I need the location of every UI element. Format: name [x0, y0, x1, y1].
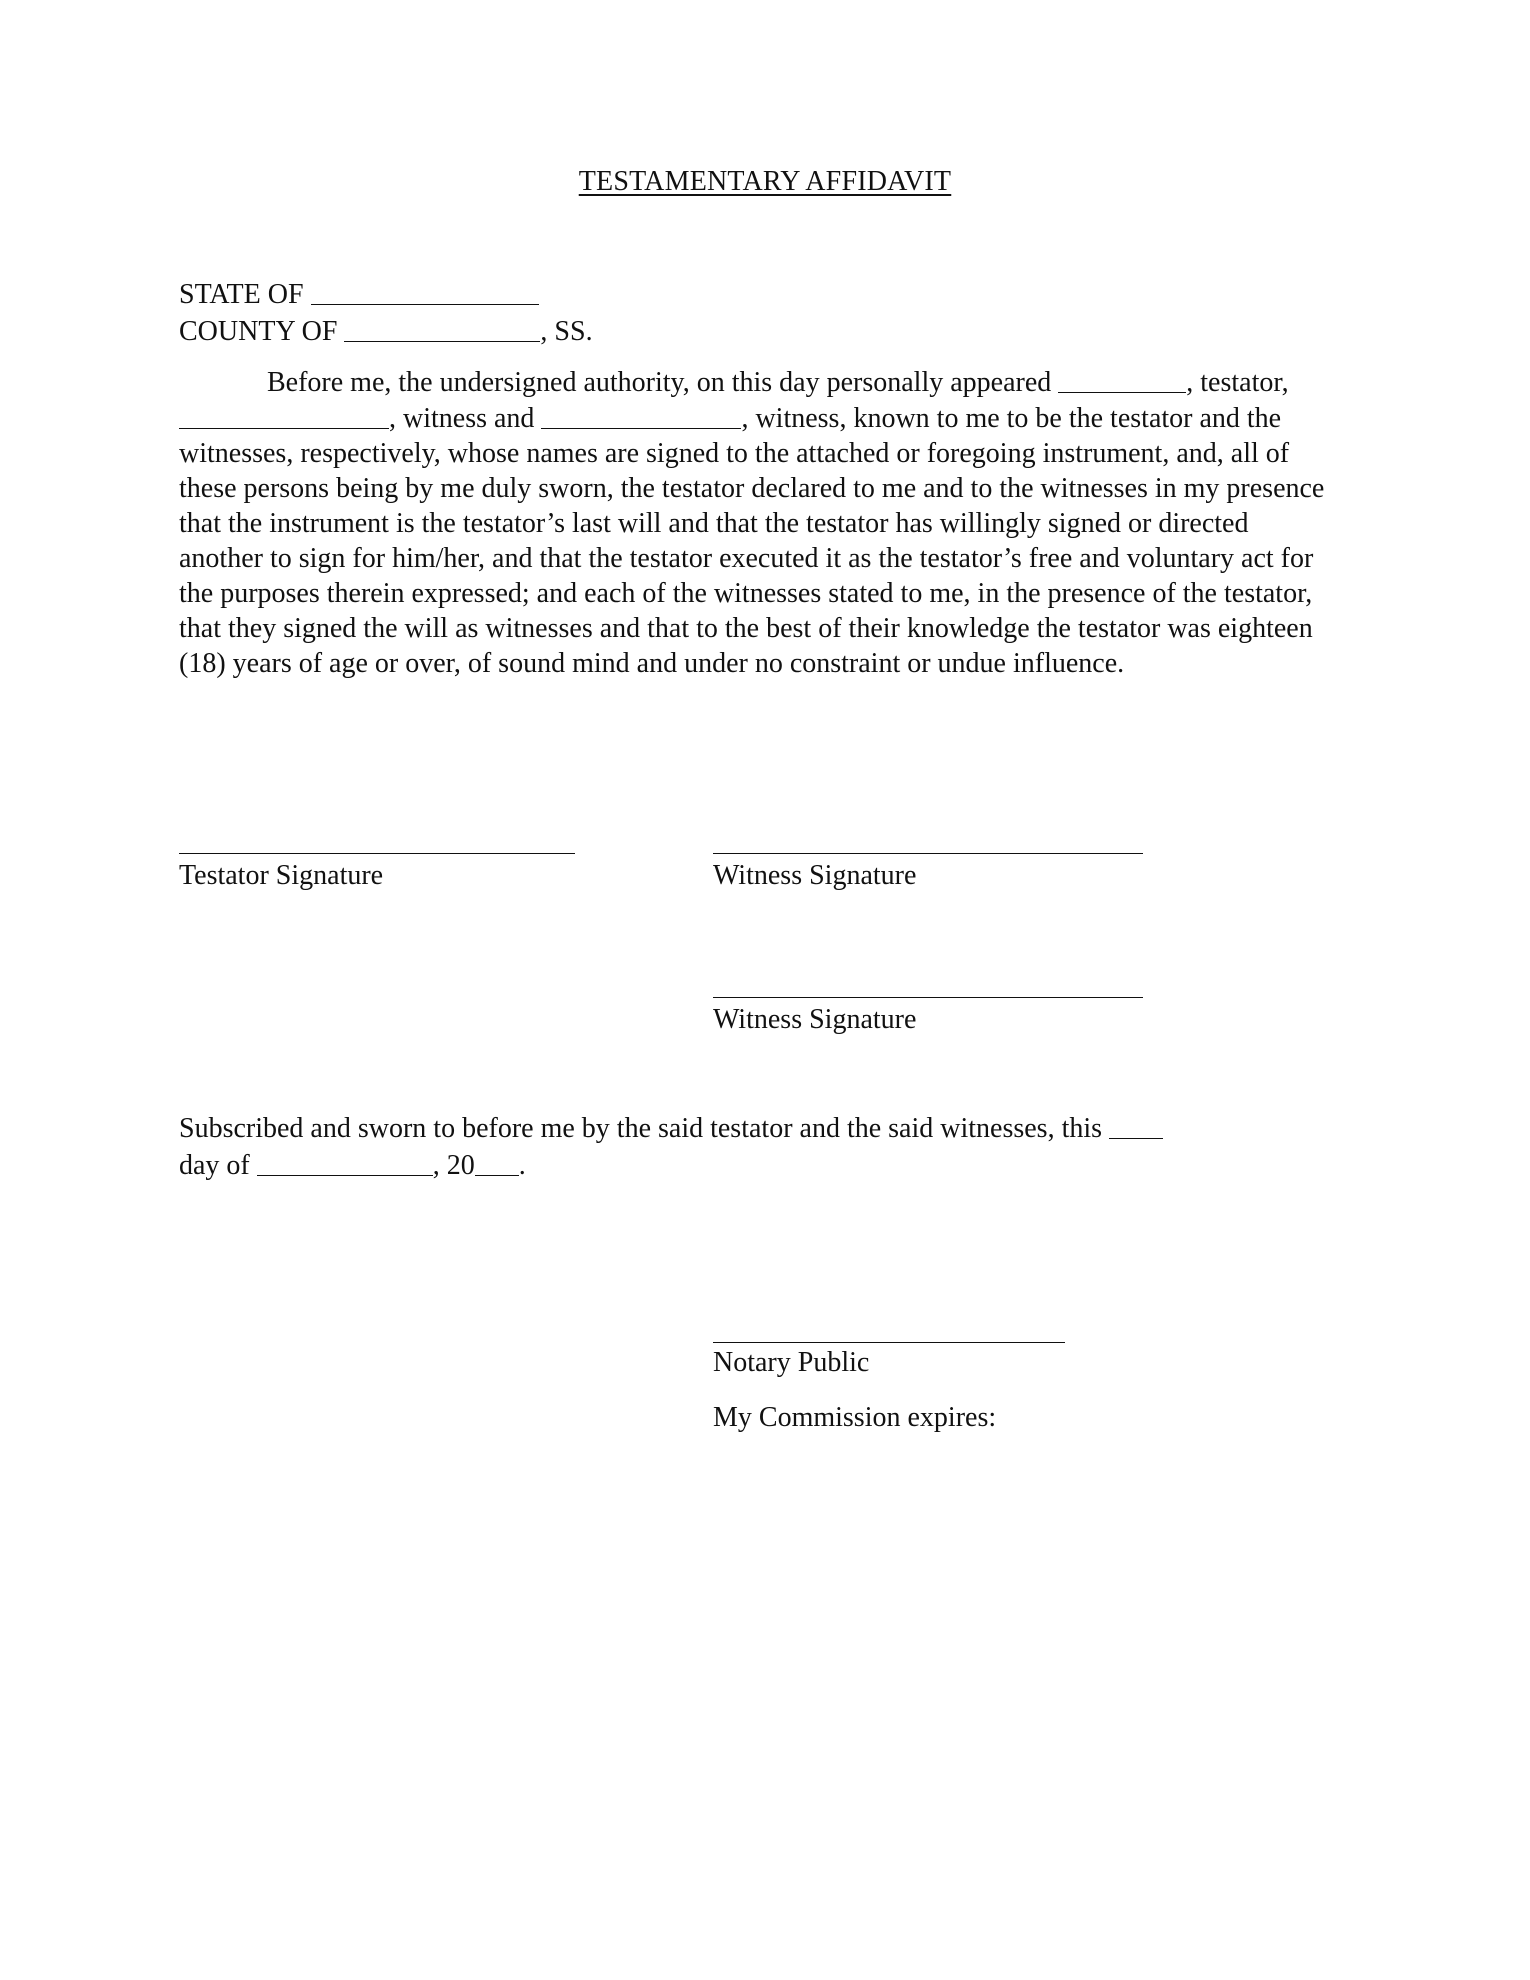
jurat-part-4: .	[518, 1150, 526, 1181]
county-blank	[344, 313, 540, 342]
commission-expires-label: My Commission expires:	[713, 1402, 997, 1433]
body-part-4: , witness, known to me to be the testator and the witnesses, respectively, whose names are signed to the attached or foregoing instrument, and, all of these persons being by me duly sworn, the testator declared to me and to the witnesses in my presence that the instrument is the testator’s last will and that the testator has willingly signed or directed another to sign for him/her, and that the testator executed it as the testator’s free and voluntary act for the purposes therein expressed; and each of the witnesses stated to me, in the presence of the testator, that they signed the will as witnesses and that to the best of their knowledge the testator was eighteen (18) years of age or over, of sound mind and under no constraint or undue influence.	[179, 403, 1325, 679]
testator-signature-line	[179, 853, 575, 854]
jurat-line-2	[179, 1147, 1163, 1184]
witness2-signature-label: Witness Signature	[713, 1004, 917, 1035]
year-blank	[475, 1147, 519, 1176]
county-suffix: , SS.	[540, 316, 593, 347]
day-blank	[1109, 1110, 1163, 1139]
jurat-part-2: day of	[179, 1150, 257, 1181]
state-line	[179, 276, 593, 313]
jurat-line-1	[179, 1110, 1163, 1147]
body-part-2: , testator,	[1186, 367, 1289, 398]
body-part-3: , witness and	[389, 403, 542, 434]
jurat-part-1: Subscribed and sworn to before me by the said testator and the said witnesses, this	[179, 1113, 1110, 1144]
testator-name-blank	[1058, 364, 1186, 393]
state-blank	[311, 276, 539, 305]
document-title: TESTAMENTARY AFFIDAVIT	[578, 166, 952, 197]
witness2-name-blank	[541, 400, 741, 429]
body-part-1: Before me, the undersigned authority, on this day personally appeared	[267, 367, 1059, 398]
witness2-signature-line	[713, 997, 1143, 998]
county-label: COUNTY OF	[179, 316, 338, 347]
notary-label: Notary Public	[713, 1347, 870, 1378]
month-blank	[257, 1147, 433, 1176]
venue-block	[179, 276, 593, 350]
witness1-signature-label: Witness Signature	[713, 860, 917, 891]
witness1-signature-line	[713, 853, 1143, 854]
jurat-part-3: , 20	[432, 1150, 475, 1181]
state-label: STATE OF	[179, 279, 304, 310]
witness1-name-blank	[179, 400, 389, 429]
affidavit-body	[179, 364, 1339, 681]
testator-signature-label: Testator Signature	[179, 860, 384, 891]
county-line	[179, 313, 593, 350]
jurat-block	[179, 1110, 1163, 1184]
notary-signature-line	[713, 1342, 1065, 1343]
